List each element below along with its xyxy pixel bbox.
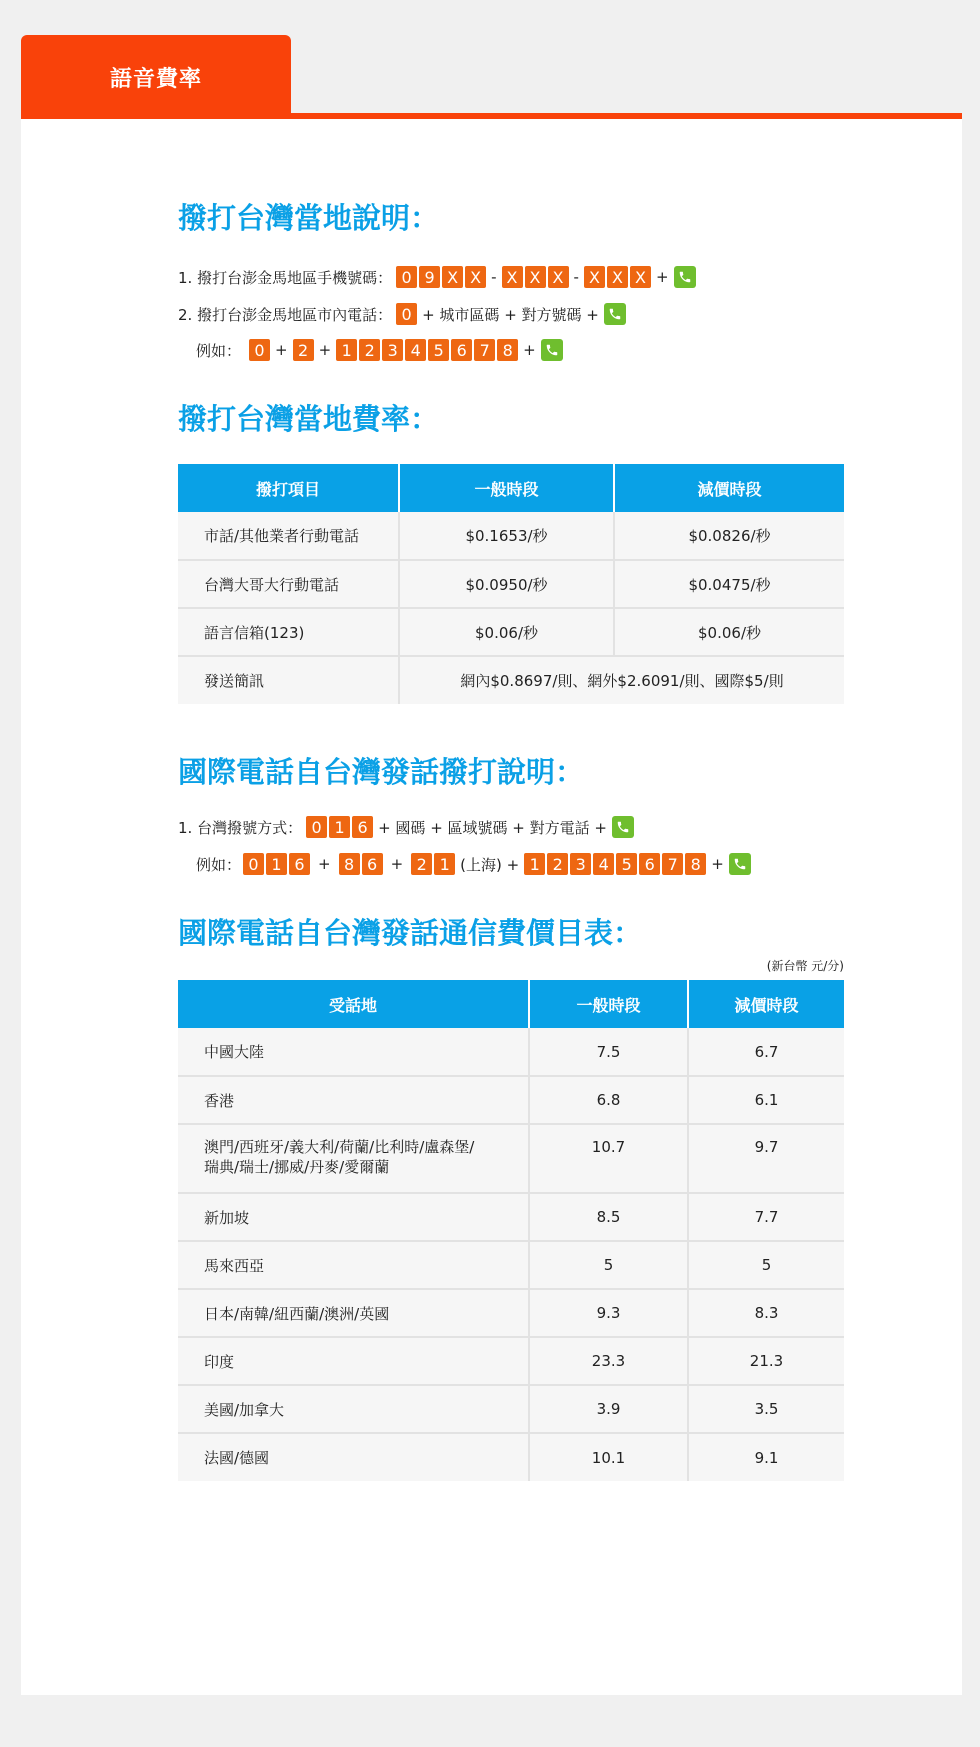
instruction-text: + 國碼 + 區域號碼 + 對方電話 + <box>378 818 607 837</box>
table-row <box>178 1337 844 1385</box>
table-row <box>178 1124 844 1193</box>
digit-box: 5 <box>616 853 637 875</box>
phone-icon <box>541 339 563 361</box>
digit-box: 6 <box>451 339 472 361</box>
column-header: 受話地 <box>178 980 529 1028</box>
table-cell: 6.1 <box>688 1076 844 1124</box>
dash: - <box>573 268 579 286</box>
table-cell: 6.7 <box>688 1028 844 1076</box>
table-row <box>178 1028 844 1076</box>
table-cell: 5 <box>688 1241 844 1289</box>
plus: + <box>655 268 669 286</box>
unit-note: (新台幣 元/分) <box>766 959 844 973</box>
table-cell: $0.0475/秒 <box>614 560 844 608</box>
digit-box: 0 <box>396 303 417 325</box>
column-header: 一般時段 <box>399 464 614 512</box>
digit-box: 6 <box>639 853 660 875</box>
local-mobile-instructions <box>178 266 696 288</box>
table-cell <box>178 1124 529 1193</box>
tab-strip <box>21 35 962 119</box>
digit-box: 4 <box>593 853 614 875</box>
table-cell: 21.3 <box>688 1337 844 1385</box>
phone-icon <box>604 303 626 325</box>
table-cell: 印度 <box>178 1337 529 1385</box>
table-cell: 7.7 <box>688 1193 844 1241</box>
plus: + <box>711 855 724 873</box>
digit-group <box>396 303 417 325</box>
digit-box: X <box>607 266 628 288</box>
table-cell: 台灣大哥大行動電話 <box>178 560 399 608</box>
instruction-label: 1. 撥打台澎金馬地區手機號碼： <box>178 268 393 287</box>
digit-box: X <box>502 266 523 288</box>
plus: + <box>275 341 288 359</box>
table-cell: 9.3 <box>529 1289 688 1337</box>
digit-group <box>502 266 569 288</box>
digit-box: X <box>525 266 546 288</box>
table-cell: 3.9 <box>529 1385 688 1433</box>
local-landline-instructions <box>178 303 626 325</box>
section-heading-intl-dialing: 國際電話自台灣發話撥打說明： <box>178 755 585 789</box>
destination-line: 澳門/西班牙/義大利/荷蘭/比利時/盧森堡/ <box>204 1138 475 1156</box>
digit-box: 4 <box>405 339 426 361</box>
table-cell: 9.1 <box>688 1433 844 1481</box>
digit-box: 2 <box>411 853 432 875</box>
plus: + <box>318 341 332 359</box>
content-card <box>21 119 962 1695</box>
digit-box: 2 <box>359 339 380 361</box>
section-heading-local-rates: 撥打台灣當地費率： <box>178 402 440 436</box>
section-heading-local-dialing: 撥打台灣當地說明： <box>178 201 440 235</box>
digit-box: 0 <box>396 266 417 288</box>
digit-box: X <box>584 266 605 288</box>
table-row <box>178 1385 844 1433</box>
instruction-text: + 城市區碼 + 對方號碼 + <box>422 305 599 324</box>
table-cell: 新加坡 <box>178 1193 529 1241</box>
intl-rates-table <box>178 980 844 1481</box>
plus: + <box>523 341 536 359</box>
column-header: 一般時段 <box>529 980 688 1028</box>
table-cell: 市話/其他業者行動電話 <box>178 512 399 560</box>
table-row <box>178 1289 844 1337</box>
digit-box: 5 <box>428 339 449 361</box>
digit-box: 6 <box>352 816 373 838</box>
table-cell: 語言信箱(123) <box>178 608 399 656</box>
column-header: 撥打項目 <box>178 464 399 512</box>
digit-box: 0 <box>249 339 270 361</box>
table-cell: 網內$0.8697/則、網外$2.6091/則、國際$5/則 <box>399 656 844 704</box>
digit-group <box>411 853 455 875</box>
table-cell: 美國/加拿大 <box>178 1385 529 1433</box>
section-heading-intl-rates: 國際電話自台灣發話通信費價目表： <box>178 916 643 950</box>
digit-box: 3 <box>382 339 403 361</box>
table-row <box>178 560 844 608</box>
digit-group <box>336 339 518 361</box>
digit-group <box>293 339 314 361</box>
digit-box: 1 <box>329 816 350 838</box>
digit-box: 2 <box>293 339 314 361</box>
table-row <box>178 656 844 704</box>
instruction-label: 1. 台灣撥號方式： <box>178 818 303 837</box>
phone-icon <box>729 853 751 875</box>
table-cell: $0.1653/秒 <box>399 512 614 560</box>
digit-box: 1 <box>434 853 455 875</box>
table-cell: 中國大陸 <box>178 1028 529 1076</box>
table-cell: 3.5 <box>688 1385 844 1433</box>
table-cell: 10.1 <box>529 1433 688 1481</box>
dash: - <box>491 268 497 286</box>
table-cell: 9.7 <box>688 1124 844 1193</box>
local-rates-table <box>178 464 844 704</box>
digit-box: 7 <box>474 339 495 361</box>
local-example <box>196 339 563 361</box>
column-header: 減價時段 <box>688 980 844 1028</box>
table-cell: 10.7 <box>529 1124 688 1193</box>
column-header: 減價時段 <box>614 464 844 512</box>
digit-box: 7 <box>662 853 683 875</box>
digit-box: 2 <box>547 853 568 875</box>
digit-box: 6 <box>289 853 310 875</box>
example-label: 例如： <box>196 855 242 874</box>
table-cell: 5 <box>529 1241 688 1289</box>
table-row <box>178 608 844 656</box>
city-note: (上海) + <box>460 855 520 874</box>
digit-box: 6 <box>362 853 383 875</box>
phone-icon <box>612 816 634 838</box>
digit-group <box>249 339 270 361</box>
example-label: 例如： <box>196 341 242 360</box>
digit-box: 0 <box>306 816 327 838</box>
digit-box: 0 <box>243 853 264 875</box>
table-row <box>178 512 844 560</box>
table-cell: 馬來西亞 <box>178 1241 529 1289</box>
digit-box: 1 <box>266 853 287 875</box>
digit-box: 3 <box>570 853 591 875</box>
table-cell: 8.3 <box>688 1289 844 1337</box>
table-row <box>178 1433 844 1481</box>
plus: + <box>318 855 331 873</box>
digit-group <box>524 853 706 875</box>
table-cell: 8.5 <box>529 1193 688 1241</box>
table-cell: 香港 <box>178 1076 529 1124</box>
digit-box: 9 <box>419 266 440 288</box>
digit-box: X <box>465 266 486 288</box>
table-cell: $0.06/秒 <box>614 608 844 656</box>
digit-box: 8 <box>339 853 360 875</box>
digit-group <box>243 853 310 875</box>
digit-group <box>584 266 651 288</box>
table-cell: $0.0950/秒 <box>399 560 614 608</box>
table-cell: 法國/德國 <box>178 1433 529 1481</box>
table-cell: 6.8 <box>529 1076 688 1124</box>
table-row <box>178 1241 844 1289</box>
digit-box: X <box>442 266 463 288</box>
table-cell: 7.5 <box>529 1028 688 1076</box>
table-cell: 日本/南韓/紐西蘭/澳洲/英國 <box>178 1289 529 1337</box>
digit-box: 1 <box>336 339 357 361</box>
phone-icon <box>674 266 696 288</box>
digit-box: X <box>630 266 651 288</box>
tab-voice-rates[interactable]: 語音費率 <box>21 35 291 119</box>
intl-dialing-instructions <box>178 816 634 838</box>
table-cell: 23.3 <box>529 1337 688 1385</box>
digit-group <box>396 266 486 288</box>
instruction-label: 2. 撥打台澎金馬地區市內電話： <box>178 305 393 324</box>
digit-group <box>339 853 383 875</box>
digit-box: 8 <box>685 853 706 875</box>
intl-example <box>196 853 751 875</box>
table-cell: $0.06/秒 <box>399 608 614 656</box>
digit-box: 8 <box>497 339 518 361</box>
destination-line: 瑞典/瑞士/挪威/丹麥/愛爾蘭 <box>204 1158 390 1176</box>
plus: + <box>390 855 404 873</box>
table-row <box>178 1193 844 1241</box>
digit-group <box>306 816 373 838</box>
table-row <box>178 1076 844 1124</box>
digit-box: 1 <box>524 853 545 875</box>
digit-box: X <box>548 266 569 288</box>
table-cell: 發送簡訊 <box>178 656 399 704</box>
table-cell: $0.0826/秒 <box>614 512 844 560</box>
